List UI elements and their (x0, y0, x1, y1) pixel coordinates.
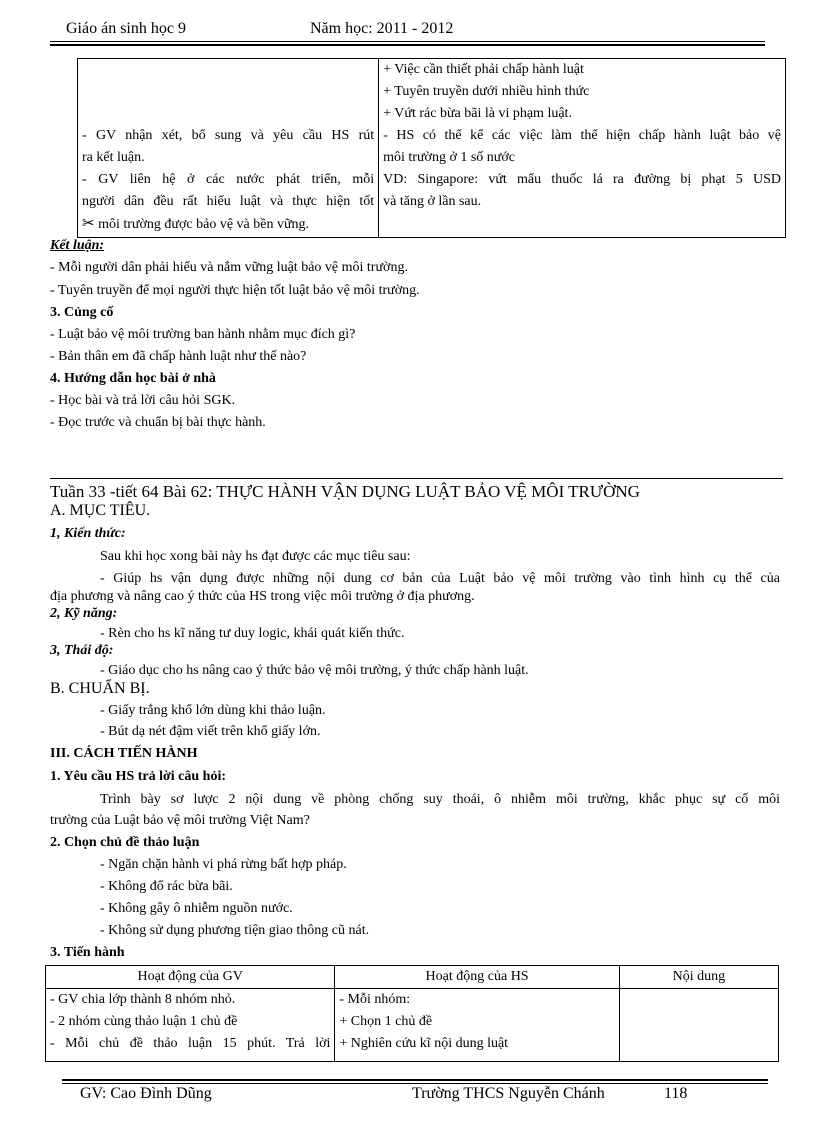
student-line: - Mỗi nhóm: (339, 992, 411, 1007)
consolidate-heading: 3. Củng cố (50, 305, 114, 320)
preparation-line: - Giấy trắng khổ lớn dùng khi thảo luận. (100, 703, 326, 718)
teacher-line: - GV chia lớp thành 8 nhóm nhỏ. (50, 992, 236, 1007)
footer-teacher: GV: Cao Đình Dũng (80, 1085, 212, 1102)
consolidate-line: - Bản thân em đã chấp hành luật như thế nào? (50, 349, 307, 364)
question-line: trường của Luật bảo vệ môi trường Việt Nam? (50, 813, 310, 828)
homework-line: - Học bài và trả lời câu hỏi SGK. (50, 393, 236, 408)
student-activity-cell (335, 989, 619, 1062)
student-line: + Tuyên truyền dưới nhiều hình thức (383, 84, 590, 99)
topic-line: - Không sử dụng phương tiện giao thông cũ nát. (100, 923, 370, 938)
activity-table-continued (77, 58, 786, 238)
teacher-line: môi trường được bảo vệ và bền vững. (98, 217, 310, 232)
student-line: - HS có thể kể các việc làm thể hiện chấp hành luật bảo vệ (383, 128, 781, 143)
homework-heading: 4. Hướng dẫn học bài ở nhà (50, 371, 216, 386)
header-rule-top (50, 41, 765, 42)
content-cell (619, 989, 778, 1062)
conclusion-line: - Tuyên truyền để mọi người thực hiện tốt luật bảo vệ môi trường. (50, 283, 420, 298)
teacher-line: - GV nhận xét, bổ sung và yêu cầu HS rút (82, 128, 375, 143)
objectives-heading: A. MỤC TIÊU. (50, 502, 151, 519)
process-heading: 3. Tiến hành (50, 945, 125, 960)
student-line: VD: Singapore: vứt mẩu thuốc lá ra đường bị phạt 5 USD (383, 172, 781, 187)
attitude-heading: 3, Thái độ: (50, 643, 114, 658)
topic-line: - Không gây ô nhiễm nguồn nước. (100, 901, 293, 916)
attitude-line: - Giáo dục cho hs nâng cao ý thức bảo vệ môi trường, ý thức chấp hành luật. (100, 663, 529, 678)
conclusion-label: Kết luận: (50, 238, 105, 253)
homework-line: - Đọc trước và chuẩn bị bài thực hành. (50, 415, 266, 430)
procedure-heading: III. CÁCH TIẾN HÀNH (50, 746, 198, 761)
topic-line: - Không đổ rác bừa bãi. (100, 879, 233, 894)
topic-heading: 2. Chọn chủ đề thảo luận (50, 835, 200, 850)
scissors-icon: ✂ (82, 216, 95, 232)
header-content: Nội dung (619, 966, 778, 989)
question-line: Trình bày sơ lược 2 nội dung về phòng chống suy thoái, ô nhiễm môi trường, khắc phục sự cố môi (100, 792, 780, 807)
student-line: môi trường ở 1 số nước (383, 150, 516, 165)
knowledge-intro: Sau khi học xong bài này hs đạt được các mục tiêu sau: (100, 549, 411, 564)
header-rule-bottom (50, 44, 765, 46)
activity-table (45, 965, 779, 1062)
knowledge-line: - Giúp hs vận dụng được những nội dung cơ bản của Luật bảo vệ môi trường vào tình hình cụ thể của (100, 571, 780, 586)
section-divider (50, 478, 783, 479)
teacher-activity-cell (78, 59, 379, 238)
header-right: Năm học: 2011 - 2012 (310, 20, 454, 37)
footer-rule-bottom (62, 1083, 768, 1084)
skill-line: - Rèn cho hs kĩ năng tư duy logic, khái quát kiến thức. (100, 626, 405, 641)
footer-rule-top (62, 1079, 768, 1081)
student-line: và tăng ở lần sau. (383, 194, 482, 209)
student-line: + Nghiên cứu kĩ nội dung luật (339, 1036, 509, 1051)
header-student-activity: Hoạt động của HS (335, 966, 619, 989)
consolidate-line: - Luật bảo vệ môi trường ban hành nhằm mục đích gì? (50, 327, 356, 342)
teacher-line: - 2 nhóm cùng thảo luận 1 chủ đề (50, 1014, 238, 1029)
teacher-line: ra kết luận. (82, 150, 145, 165)
student-line: + Việc cần thiết phải chấp hành luật (383, 62, 584, 77)
header-teacher-activity: Hoạt động của GV (46, 966, 335, 989)
skill-heading: 2, Kỹ năng: (50, 606, 118, 621)
preparation-line: - Bút dạ nét đậm viết trên khổ giấy lớn. (100, 724, 321, 739)
lesson-title: Tuần 33 -tiết 64 Bài 62: THỰC HÀNH VẬN DỤNG LUẬT BẢO VỆ MÔI TRƯỜNG (50, 482, 640, 501)
teacher-line: - GV liên hệ ở các nước phát triển, mỗi (82, 172, 375, 187)
footer-page-number: 118 (664, 1085, 688, 1102)
topic-line: - Ngăn chặn hành vi phá rừng bất hợp pháp. (100, 857, 347, 872)
knowledge-heading: 1, Kiến thức: (50, 526, 126, 541)
question-heading: 1. Yêu cầu HS trả lời câu hỏi: (50, 769, 227, 784)
teacher-line: người dân đều rất hiểu luật và thực hiện tốt (82, 194, 375, 209)
student-line: + Vứt rác bừa bãi là vi phạm luật. (383, 106, 572, 121)
conclusion-line: - Mỗi người dân phải hiểu và nắm vững luật bảo vệ môi trường. (50, 260, 408, 275)
teacher-activity-cell (46, 989, 335, 1062)
teacher-line: - Mỗi chủ đề thảo luận 15 phút. Trả lời (50, 1036, 331, 1051)
knowledge-line: địa phương và nâng cao ý thức của HS trong việc môi trường ở địa phương. (50, 589, 475, 604)
footer-school: Trường THCS Nguyễn Chánh (412, 1085, 605, 1102)
header-left: Giáo án sinh học 9 (66, 20, 186, 37)
student-line: + Chọn 1 chủ đề (339, 1014, 433, 1029)
preparation-heading: B. CHUẨN BỊ. (50, 680, 150, 697)
student-activity-cell (379, 59, 786, 238)
